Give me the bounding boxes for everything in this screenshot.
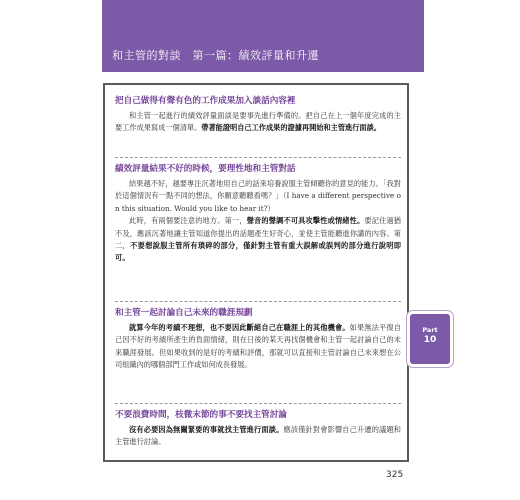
section-2-emphasis-a: 聲音的聲調不可具攻擊性或情緒性。 — [246, 216, 365, 226]
content-box — [103, 83, 409, 462]
section-3-emphasis: 就算今年的考績不理想，也不要因此斷絕自己在職涯上的其他機會。 — [129, 323, 350, 332]
divider — [115, 157, 401, 158]
section-1-emphasis: 帶著能證明自己工作成果的證據再開始和主管進行面談。 — [201, 123, 381, 133]
section-4-body — [115, 424, 401, 449]
section-2-paragraph-2 — [115, 215, 401, 265]
section-3-body — [115, 322, 401, 372]
section-2-paragraph-1: 結果越不好，越要專注沉著地用自己的話來培養說服主管傾聽你的意見的能力。「我對於這個情況有一點不同的想法，你願意聽聽看嗎？」（I have a different perspective on this situation. Would you like to hear it?） — [115, 179, 401, 213]
section-1-text: 和主管一起進行的績效評量面談是要事先進行準備的。把自己在上一個年度完成的主要工作成果寫成一個清單。 — [115, 111, 401, 133]
section-2-text-a: 此時，有兩個要注意的地方。第一， — [129, 216, 247, 226]
part-label: Part — [422, 326, 438, 334]
section-1-body — [115, 110, 401, 135]
section-2-title: 績效評量結果不好的時候，要理性地和主管對話 — [115, 164, 296, 174]
section-2-text-b: 要記住過猶不及，應該沉著地讓主管知道你提出的話題產生好奇心，並使主管能聽進你講的內容。第二， — [115, 216, 401, 251]
section-4-text: 應該僅針對會影響自己升遷的議題和主管進行討論。 — [115, 425, 401, 447]
section-2-emphasis-b: 不要想說服主管所有瑣碎的部分，僅針對主管有重大誤解或誤判的部分進行說明即可。 — [115, 241, 401, 263]
divider — [115, 301, 401, 302]
section-2 — [115, 163, 401, 265]
page-number: 325 — [386, 470, 404, 480]
section-4 — [115, 409, 401, 449]
section-4-title: 不要浪費時間，枝微末節的事不要找主管討論 — [115, 410, 287, 420]
divider — [115, 403, 401, 404]
section-3 — [115, 307, 401, 372]
chapter-header-band — [102, 0, 424, 72]
part-tab — [410, 314, 450, 364]
part-number: 10 — [423, 335, 437, 345]
chapter-title: 和主管的對談 第一篇：績效評量和升遷 — [112, 49, 319, 62]
section-1 — [115, 95, 401, 135]
section-3-text: 如果無法平復自己因不好的考績所產生的負面情緒，則在日後的某天再找個機會和主管一起討論自己的未來職涯發展。但如果收到的是好的考績和評價，那就可以直接和主管討論自己未來想在公司組織內的哪個部門工作或如何成長發展。 — [115, 323, 401, 370]
section-4-emphasis: 沒有必要因為無關緊要的事就找主管進行面談。 — [129, 425, 284, 434]
section-3-title: 和主管一起討論自己未來的職涯規劃 — [115, 308, 253, 318]
section-1-title: 把自己做得有聲有色的工作成果加入談話內容裡 — [115, 96, 296, 106]
